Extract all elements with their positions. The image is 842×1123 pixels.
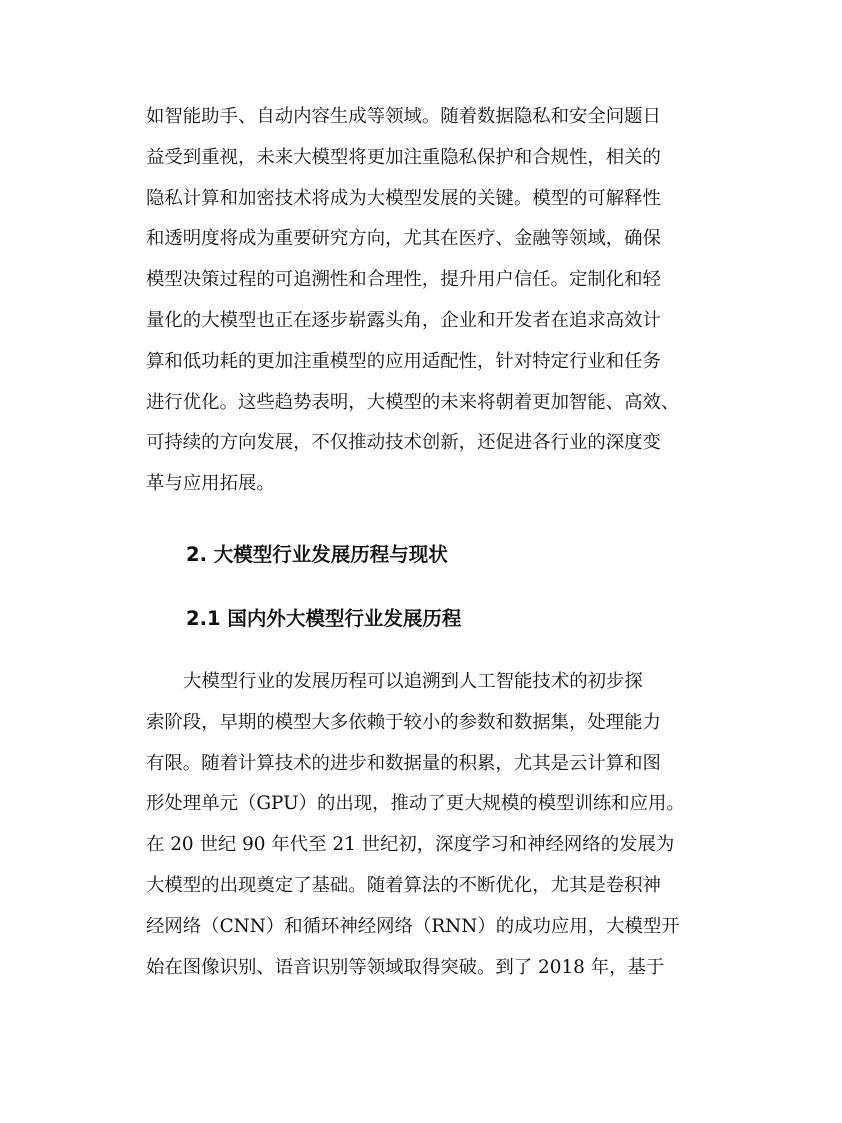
body-paragraph-2 — [146, 662, 706, 988]
paragraph-line: 如智能助手、自动内容生成等领域。随着数据隐私和安全问题日 — [146, 106, 661, 127]
paragraph-line: 量化的大模型也正在逐步崭露头角，企业和开发者在追求高效计 — [146, 309, 661, 331]
paragraph-line: 进行优化。这些趋势表明，大模型的未来将朝着更加智能、高效、 — [146, 391, 680, 413]
paragraph-line: 可持续的方向发展，不仅推动技术创新，还促进各行业的深度变 — [146, 432, 661, 454]
paragraph-line: 和透明度将成为重要研究方向，尤其在医疗、金融等领域，确保 — [146, 228, 661, 250]
paragraph-line: 经网络（CNN）和循环神经网络（RNN）的成功应用，大模型开 — [146, 915, 680, 937]
paragraph-line: 模型决策过程的可追溯性和合理性，提升用户信任。定制化和轻 — [146, 269, 661, 291]
paragraph-line: 算和低功耗的更加注重模型的应用适配性，针对特定行业和任务 — [146, 350, 661, 372]
section-heading-2: 2. 大模型行业发展历程与现状 — [186, 542, 448, 566]
page-content — [146, 97, 706, 988]
body-paragraph-1 — [146, 97, 706, 505]
paragraph-line: 始在图像识别、语音识别等领域取得突破。到了 2018 年，基于 — [146, 956, 665, 978]
paragraph-line: 革与应用拓展。 — [146, 473, 275, 495]
paragraph-line: 索阶段，早期的模型大多依赖于较小的参数和数据集，处理能力 — [146, 711, 661, 733]
paragraph-line: 在 20 世纪 90 年代至 21 世纪初，深度学习和神经网络的发展为 — [146, 834, 675, 856]
paragraph-line: 大模型的出现奠定了基础。随着算法的不断优化，尤其是卷积神 — [146, 874, 661, 896]
paragraph-line: 形处理单元（GPU）的出现，推动了更大规模的模型训练和应用。 — [146, 793, 685, 815]
section-heading-2-1: 2.1 国内外大模型行业发展历程 — [186, 606, 462, 630]
paragraph-line: 隐私计算和加密技术将成为大模型发展的关键。模型的可解释性 — [146, 187, 661, 209]
paragraph-line: 益受到重视，未来大模型将更加注重隐私保护和合规性，相关的 — [146, 146, 661, 168]
paragraph-line: 有限。随着计算技术的进步和数据量的积累，尤其是云计算和图 — [146, 752, 661, 774]
paragraph-line: 大模型行业的发展历程可以追溯到人工智能技术的初步探 — [183, 670, 643, 692]
